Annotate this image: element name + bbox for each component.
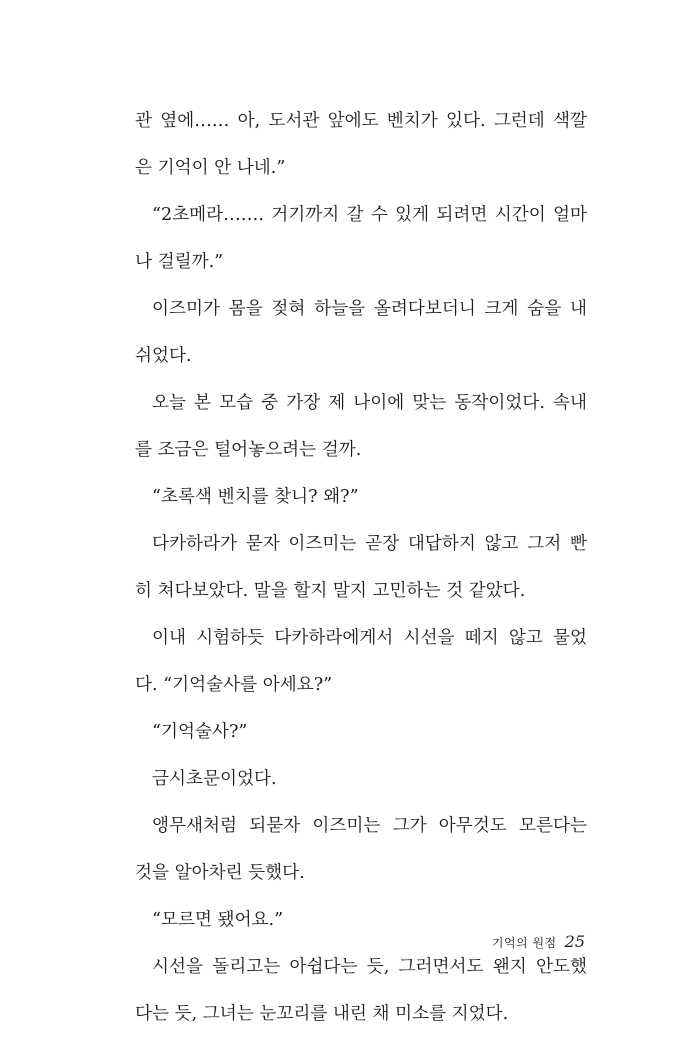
- text-line: 은 기억이 안 나네.”: [135, 158, 286, 178]
- text-line: 오늘 본 모습 중 가장 제 나이에 맞는 동작이었다. 속내: [152, 393, 587, 413]
- text-line: 시선을 돌리고는 아쉽다는 듯, 그러면서도 왠지 안도했: [152, 957, 587, 977]
- text-line: 금시초문이었다.: [152, 769, 277, 789]
- text-line: “모르면 됐어요.”: [152, 910, 284, 930]
- text-line: 것을 알아차린 듯했다.: [135, 863, 305, 883]
- text-line: 히 쳐다보았다. 말을 할지 말지 고민하는 것 같았다.: [135, 581, 526, 601]
- text-line: 다는 듯, 그녀는 눈꼬리를 내린 채 미소를 지었다.: [135, 1004, 509, 1024]
- text-line: 이즈미가 몸을 젖혀 하늘을 올려다보더니 크게 숨을 내: [152, 299, 587, 319]
- text-line: “초록색 벤치를 찾니? 왜?”: [152, 487, 359, 507]
- text-line: 다. “기억술사를 아세요?”: [135, 675, 333, 695]
- text-line: 를 조금은 털어놓으려는 걸까.: [135, 440, 362, 460]
- page-footer: [492, 930, 585, 954]
- running-title: 기억의 원점: [491, 936, 557, 950]
- text-line: 나 걸릴까.”: [135, 252, 224, 272]
- body-text: [135, 98, 587, 1038]
- text-line: “2초메라……. 거기까지 갈 수 있게 되려면 시간이 얼마: [152, 205, 587, 225]
- text-line: 쉬었다.: [135, 346, 192, 366]
- page-number: 25: [564, 932, 585, 951]
- text-line: 관 옆에…… 아, 도서관 앞에도 벤치가 있다. 그런데 색깔: [135, 111, 587, 131]
- text-line: 다카하라가 묻자 이즈미는 곧장 대답하지 않고 그저 빤: [152, 534, 587, 554]
- text-line: “기억술사?”: [152, 722, 248, 742]
- text-line: 앵무새처럼 되묻자 이즈미는 그가 아무것도 모른다는: [152, 816, 587, 836]
- text-line: 이내 시험하듯 다카하라에게서 시선을 떼지 않고 물었: [152, 628, 587, 648]
